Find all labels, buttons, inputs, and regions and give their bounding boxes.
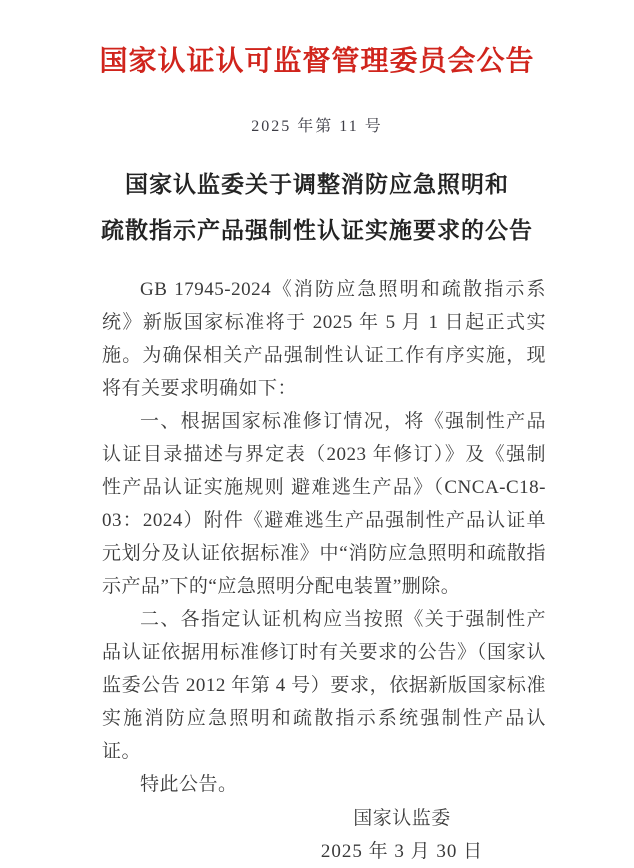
document-page bbox=[0, 44, 634, 863]
signature-date: 2025 年 3 月 30 日 bbox=[320, 841, 484, 863]
announcement-title-line2: 疏散指示产品强制性认证实施要求的公告 bbox=[101, 218, 533, 243]
signature-agency: 国家认监委 bbox=[353, 808, 451, 830]
announcement-title-line1: 国家认监委关于调整消防应急照明和 bbox=[125, 172, 509, 197]
paragraph-item-1: 一、根据国家标准修订情况，将《强制性产品认证目录描述与界定表（2023 年修订）》及《强制性产品认证实施规则 避难逃生产品》（CNCA-C18-03：2024）附件《避难逃生产品强制性产品认证单元划分及认证依据标准》中“消防应急照明和疏散指示产品”下的“应急照明分配电装置”删除。 bbox=[102, 411, 546, 598]
paragraph-intro: GB 17945-2024《消防应急照明和疏散指示系统》新版国家标准将于 2025 年 5 月 1 日起正式实施。为确保相关产品强制性认证工作有序实施，现将有关要求明确如下： bbox=[102, 279, 546, 400]
doc-number: 2025 年第 11 号 bbox=[251, 118, 383, 135]
document-body bbox=[0, 273, 634, 801]
agency-title: 国家认证认可监督管理委员会公告 bbox=[99, 46, 535, 77]
announcement-title bbox=[0, 162, 634, 254]
paragraph-item-2: 二、各指定认证机构应当按照《关于强制性产品认证依据用标准修订时有关要求的公告》（国家认监委公告 2012 年第 4 号）要求，依据新版国家标准实施消防应急照明和疏散指示系统强制性产品认证。 bbox=[102, 609, 546, 763]
signature-block bbox=[272, 802, 532, 868]
paragraph-closing: 特此公告。 bbox=[140, 774, 238, 796]
